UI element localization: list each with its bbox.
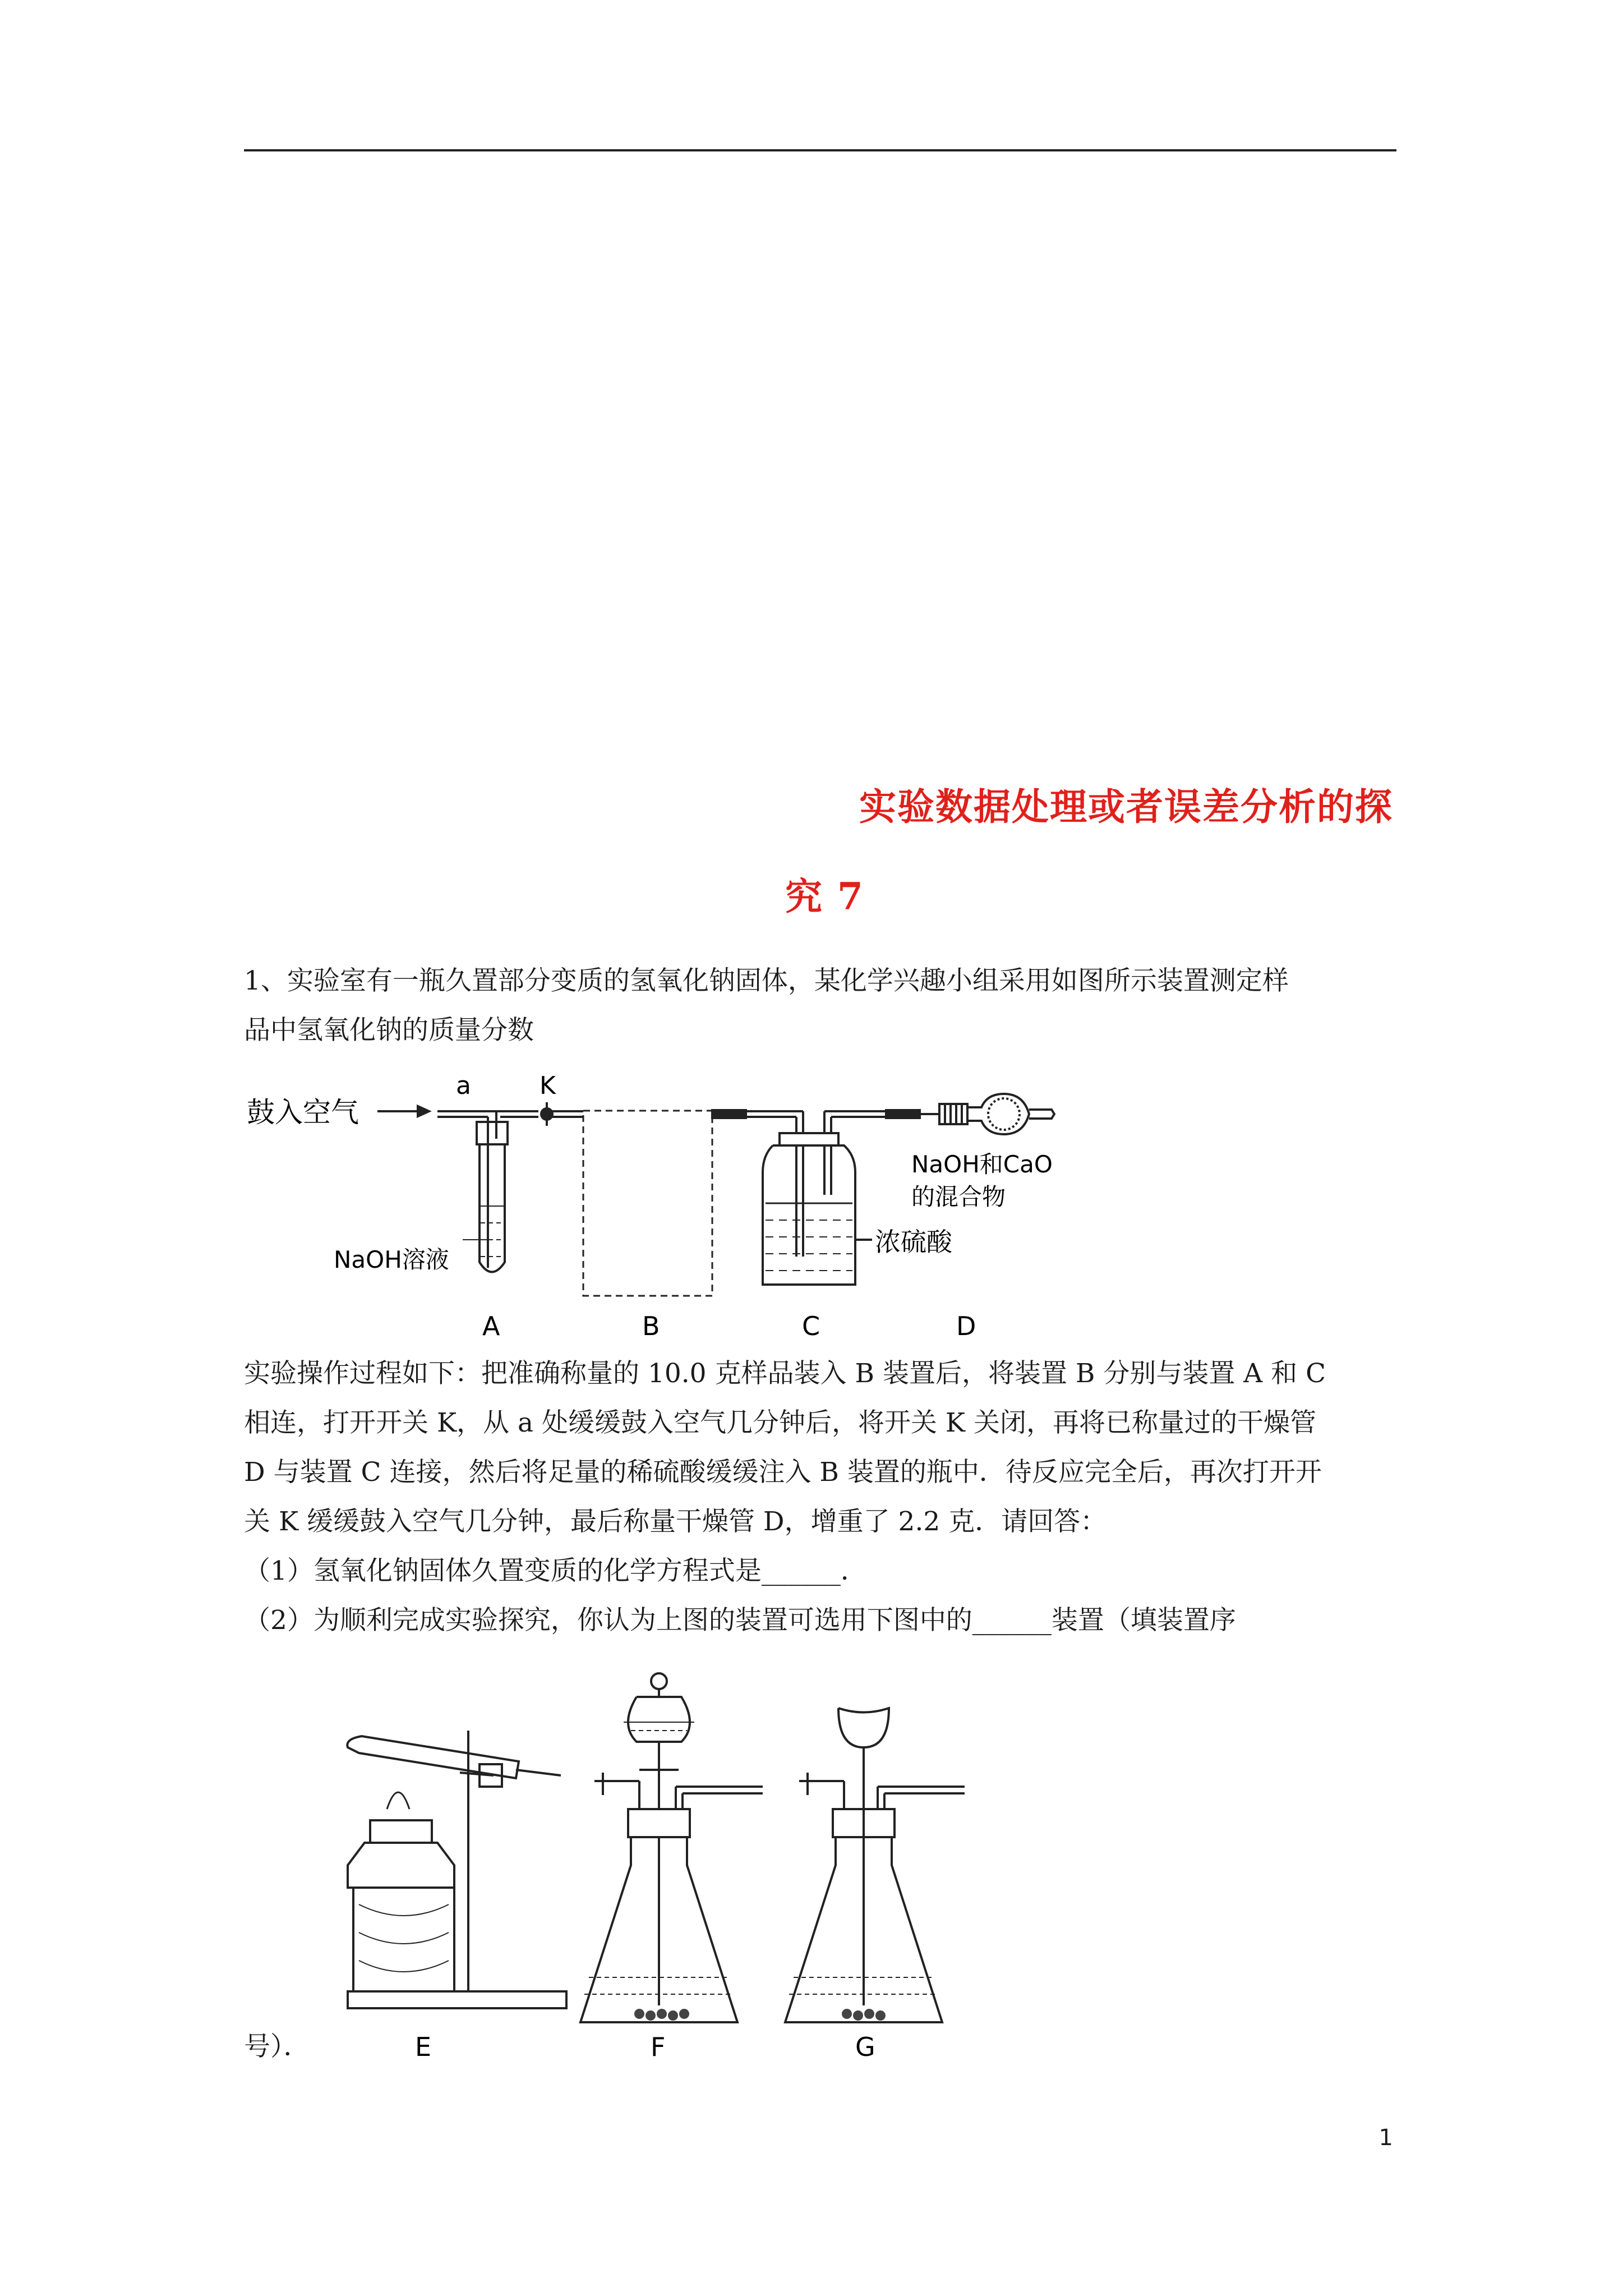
page-number: 1 bbox=[1378, 2125, 1393, 2151]
intro-line-1: 1、实验室有一瓶久置部分变质的氢氧化钠固体，某化学兴趣小组采用如图所示装置测定样 bbox=[244, 965, 1289, 996]
figure-apparatus-abcd bbox=[241, 1060, 1082, 1352]
title-line-2: 究 7 bbox=[785, 875, 864, 918]
label-d: D bbox=[956, 1311, 976, 1341]
label-a: A bbox=[482, 1311, 500, 1341]
label-f: F bbox=[651, 2032, 666, 2062]
title-line-1: 实验数据处理或者误差分析的探 bbox=[859, 785, 1393, 829]
label-b: B bbox=[642, 1311, 660, 1341]
question-2-end: 号）． bbox=[244, 2031, 310, 2062]
label-g: G bbox=[855, 2032, 875, 2062]
inlet-a-label: a bbox=[456, 1071, 471, 1100]
apparatus-efg-diagram bbox=[325, 1663, 1110, 2067]
question-2: （2）为顺利完成实验探究，你认为上图的装置可选用下图中的______装置（填装置序 bbox=[244, 1605, 1236, 1636]
drying-agent-label-2: 的混合物 bbox=[911, 1183, 1006, 1211]
header-rule bbox=[244, 149, 1396, 151]
intro-line-2: 品中氢氧化钠的质量分数 bbox=[244, 1015, 534, 1046]
procedure-line-4: 关 K 缓缓鼓入空气几分钟，最后称量干燥管 D，增重了 2.2 克．请回答： bbox=[244, 1506, 1107, 1537]
conc-sulfuric-acid-label: 浓硫酸 bbox=[875, 1227, 952, 1257]
procedure-line-3: D 与装置 C 连接，然后将足量的稀硫酸缓缓注入 B 装置的瓶中．待反应完全后，再次打开开 bbox=[244, 1457, 1322, 1488]
drying-agent-label-1: NaOH和CaO bbox=[911, 1151, 1053, 1178]
label-c: C bbox=[802, 1311, 820, 1341]
question-intro bbox=[244, 956, 1399, 1055]
clamp-k-label: K bbox=[540, 1071, 556, 1100]
procedure-line-2: 相连，打开开关 K，从 a 处缓缓鼓入空气几分钟后，将开关 K 关闭，再将已称量过的干燥管 bbox=[244, 1407, 1316, 1438]
question-1: （1）氢氧化钠固体久置变质的化学方程式是______． bbox=[244, 1556, 867, 1586]
naoh-solution-label: NaOH溶液 bbox=[334, 1246, 449, 1273]
label-e: E bbox=[415, 2032, 432, 2062]
figure-apparatus-efg bbox=[325, 1663, 1110, 2067]
procedure-text bbox=[244, 1349, 1399, 1645]
air-label: 鼓入空气 bbox=[247, 1096, 359, 1129]
apparatus-abcd-diagram bbox=[241, 1060, 1082, 1352]
procedure-line-1: 实验操作过程如下：把准确称量的 10.0 克样品装入 B 装置后，将装置 B 分别与装置 A 和 C bbox=[244, 1358, 1326, 1389]
